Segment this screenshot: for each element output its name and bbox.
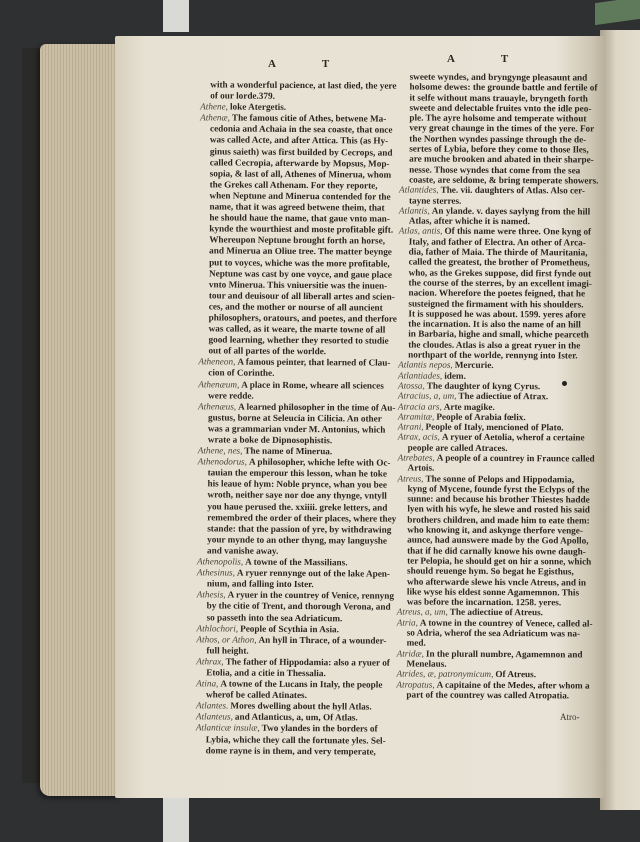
line-text: The name of Minerua. bbox=[244, 445, 333, 457]
headword: Atlantis, bbox=[398, 205, 430, 216]
line-text: with a wonderful pacience, at last died, the yere bbox=[210, 79, 397, 91]
line-text: tauian the emperour this lesson, whan he toke bbox=[207, 467, 388, 479]
line-text: his leaue of hym: Noble prynce, whan you bee bbox=[207, 478, 387, 491]
headword: Atracius, a, um, bbox=[397, 390, 457, 401]
headword: Atlantis nepos, bbox=[398, 359, 453, 371]
line-text: ple. The ayre holsome and temperate without bbox=[409, 112, 587, 124]
text-line bbox=[196, 745, 395, 757]
line-text: The sonne of Pelops and Hippodamia, bbox=[425, 473, 575, 484]
line-text: sopia, & last of all, Athenes of Minerua, whom bbox=[209, 168, 392, 180]
line-text: so Adria, wherof the sea Adriaticum was na- bbox=[406, 627, 581, 639]
line-text: loke Atergetis. bbox=[229, 101, 287, 113]
line-text: The father of Hippodamia: also a ryuer of bbox=[225, 656, 390, 668]
entry-line bbox=[396, 669, 595, 680]
line-text: of our lorde.379. bbox=[210, 90, 275, 101]
line-text: wrate a boke de Dipnosophistis. bbox=[207, 434, 333, 446]
line-text: A learned philosopher in the time of Au- bbox=[238, 401, 396, 413]
line-text: It is supposed he was about. 1599. yeres afore bbox=[408, 308, 586, 320]
line-text: ter Pelopia, he should get on hir a sonne, which bbox=[407, 555, 592, 567]
line-text: A famous peinter, that learned of Clau- bbox=[237, 356, 391, 368]
line-text: vnto Minerua. This vniuersitie was the inuen- bbox=[208, 279, 388, 291]
entry-line bbox=[398, 360, 597, 371]
line-text: you haue perused the. xxiiii. greke letters, and bbox=[207, 500, 388, 513]
line-text: out of all partes of the worlde. bbox=[208, 345, 327, 357]
line-text: was a grammarian vnder M. Antonius, which bbox=[207, 423, 386, 435]
line-text: the incarnation. It is also the name of an hill bbox=[408, 318, 581, 330]
line-text: name, that it was agreed betwene theim, that bbox=[209, 201, 385, 213]
line-text: kynde the wourthiest and moste profitable gift. bbox=[209, 223, 394, 235]
line-text: Neptune was cast by one voyce, and gaue place bbox=[208, 267, 393, 280]
ruler-bottom bbox=[163, 792, 189, 842]
line-text: People of Scythia in Asia. bbox=[240, 623, 339, 634]
line-text: The adiectiue of Atrax. bbox=[458, 390, 549, 402]
line-text: remembred the order of their places, where they bbox=[207, 512, 397, 524]
line-text: the Grekes call Athenam. For they reporte, bbox=[209, 179, 378, 191]
line-text: nium, and falling into Ister. bbox=[206, 578, 314, 590]
line-text: An ylande. v. dayes saylyng from the hill bbox=[431, 205, 591, 217]
line-text: sweete wyndes, and bryngynge pleasaunt and bbox=[409, 71, 588, 83]
headword: Atropatus, bbox=[396, 678, 435, 690]
line-text: The adiectiue of Atreus. bbox=[449, 607, 544, 618]
line-text: called the greatest, the brother of Prometheus, bbox=[408, 256, 590, 268]
ribbon-bookmark bbox=[595, 0, 640, 25]
headword: Atramitæ, bbox=[397, 411, 435, 422]
headword: Atridæ, bbox=[396, 648, 424, 659]
headword: Atrani, bbox=[397, 421, 424, 432]
text-line bbox=[396, 689, 595, 700]
line-text: aunce, had aunswere made by the God Apollo, bbox=[407, 534, 589, 546]
line-text: dome rayne is in them, and very temperate, bbox=[205, 744, 376, 757]
line-text: The famous citie of Athes, betwene Ma- bbox=[231, 112, 387, 124]
line-text: A ryuer rennynge out of the lake Apen- bbox=[236, 567, 391, 579]
line-text: A ryuer in the countrey of Venice, rennyng bbox=[227, 589, 395, 601]
line-text: Mercurie. bbox=[454, 360, 494, 371]
line-text: northpart of the worlde, rennyng into Ister. bbox=[408, 349, 578, 361]
ink-spot bbox=[562, 381, 567, 386]
headword: Atlanticæ insulæ, bbox=[195, 722, 260, 734]
line-text: was called, as it weare, the marte towne of all bbox=[208, 323, 386, 335]
headword: Atrides, æ, patronymicum, bbox=[396, 668, 494, 680]
line-text: A towne of the Massilians. bbox=[245, 556, 348, 568]
headword: Athenodorus, bbox=[197, 456, 247, 467]
line-text: in Barbaria, highe and small, whiche pearceth bbox=[408, 328, 589, 340]
line-text: was called Acte, and after Attica. This (as Hy- bbox=[209, 134, 389, 147]
line-text: A place in Rome, wheare all sciences bbox=[241, 379, 384, 391]
line-text: cedonia and Achaia in the sea coaste, that once bbox=[209, 123, 393, 136]
line-text: kyng of Mycene, founde fyrst the Eclyps of the bbox=[407, 483, 590, 495]
line-text: Lybia, whiche they call the fortunate yles. Sel- bbox=[205, 733, 386, 746]
line-text: Whereupon Neptune brought forth an horse, bbox=[209, 234, 386, 246]
line-text: coaste, are seldome, & bring temperate showers. bbox=[409, 174, 599, 186]
line-text: called Cecropia, afterwarde by Mopsus, Mop- bbox=[209, 157, 390, 169]
line-text: who afterwarde slewe his vncle Atreus, and in bbox=[406, 576, 586, 588]
page-edges bbox=[40, 44, 120, 796]
line-text: wroth, neither saye nor doe any thynge, vntyll bbox=[207, 489, 387, 502]
headword: Atossa, bbox=[397, 380, 425, 391]
line-text: In the plurall numbre, Agamemnon and bbox=[425, 648, 583, 660]
entry-line bbox=[398, 401, 597, 412]
line-text: tour and deuisour of all liberall artes and scien- bbox=[208, 290, 395, 302]
right-column bbox=[396, 71, 599, 700]
line-text: stande: that the passion of yre, by withdrawing bbox=[207, 523, 392, 535]
line-text: People of Arabia fœlix. bbox=[436, 411, 526, 422]
headword: Atlanteus, bbox=[195, 711, 233, 722]
headword: Atlas, antis, bbox=[398, 225, 443, 237]
headword: Atreus, a, um, bbox=[396, 606, 448, 618]
left-column bbox=[196, 79, 400, 757]
headword: Atina, bbox=[196, 678, 219, 689]
line-text: A people of a countrey in Fraunce called bbox=[436, 452, 595, 464]
line-text: he should haue the name, that gaue vnto man- bbox=[209, 212, 390, 224]
line-text: Of this name were three. One kyng of bbox=[444, 226, 592, 237]
line-text: was before the incarnation. 1258. yeres. bbox=[406, 596, 562, 608]
headword: Athlochori, bbox=[196, 622, 239, 634]
line-text: A philosopher, whiche lefte with Oc- bbox=[248, 456, 391, 468]
headword: Athrax, bbox=[196, 656, 224, 667]
line-text: A capitaine of the Medes, after whom a bbox=[436, 679, 590, 691]
line-text: tayne sterres. bbox=[408, 195, 462, 206]
line-text: cion of Corinthe. bbox=[208, 367, 275, 379]
line-text: by the citie of Trent, and thorough Verona, and bbox=[206, 600, 391, 613]
line-text: holsome dewes: the grounde battle and fertile of bbox=[409, 81, 598, 93]
line-text: it selfe without mans trauayle, bryngeth forth bbox=[409, 92, 588, 104]
headword: Atracia ars, bbox=[397, 400, 442, 412]
headword: Athesis, bbox=[196, 589, 226, 600]
line-text: Arte magike. bbox=[443, 401, 495, 412]
line-text: The. vii. daughters of Atlas. Also cer- bbox=[440, 184, 585, 196]
line-text: the Northen wyndes passinge through the de- bbox=[409, 133, 587, 145]
line-text: A towne in the countrey of Venece, called al- bbox=[419, 617, 593, 629]
line-text: gustus, borne at Seleucia in Cilicia. An other bbox=[207, 412, 382, 424]
line-text: part of the countrey was called Atropatia. bbox=[406, 689, 570, 701]
entry-line bbox=[398, 391, 597, 402]
line-text: ginus saieth) was first builded by Cecrops, and bbox=[209, 145, 393, 158]
line-text: were redde. bbox=[208, 390, 254, 401]
line-text: nesse. Those wyndes that come from the sea bbox=[409, 164, 581, 176]
line-text: very great chaunge in the times of the yere. For bbox=[409, 123, 595, 134]
line-text: An hyll in Thrace, of a wounder- bbox=[258, 634, 387, 646]
line-text: A towne of the Lucans in Italy, the people bbox=[220, 678, 383, 690]
line-text: who, as the Grekes suppose, did first fynde out bbox=[408, 267, 592, 279]
line-text: should reuenge hym. So begat he Egisthus, bbox=[407, 565, 574, 577]
line-text: that if he did carnally knowe his owne daugh- bbox=[407, 545, 586, 557]
line-text: susteigned the firmament with his shoulders. bbox=[408, 298, 584, 309]
headword: Atreus, bbox=[397, 473, 424, 484]
line-text: Mores dwelling about the hyll Atlas. bbox=[230, 700, 372, 712]
headword: Atlantides, bbox=[399, 184, 439, 195]
line-text: Atlas, after whiche it is named. bbox=[408, 215, 530, 227]
line-text: when Neptune and Minerua contended for the bbox=[209, 190, 391, 202]
line-text: Italy, and father of Electra. An other of Arca- bbox=[408, 236, 586, 248]
line-text: Two ylandes in the borders of bbox=[261, 723, 378, 735]
headword: Athesinus, bbox=[196, 567, 235, 578]
line-text: nacion. Wherefore the poetes feigned, that he bbox=[408, 287, 586, 299]
text-line bbox=[197, 612, 396, 624]
line-text: The daughter of kyng Cyrus. bbox=[426, 380, 541, 392]
line-text: lyen with his wyfe, he slewe and rosted his said bbox=[407, 503, 590, 515]
line-text: Menelaus. bbox=[406, 658, 447, 669]
headword: Athos, or Athon, bbox=[196, 633, 257, 645]
line-text: People of Italy, mencioned of Plato. bbox=[425, 421, 564, 433]
headword: Atlantes. bbox=[195, 700, 229, 711]
line-text: the cloudes. Atlas is also a great ryuer in the bbox=[408, 339, 581, 351]
line-text: A ryuer of Aetolia, wherof a certaine bbox=[441, 432, 585, 443]
line-text: so passeth into the sea Adriaticum. bbox=[206, 611, 343, 623]
headword: Atrax, acis, bbox=[397, 431, 440, 443]
line-text: and Minerua an Oliue tree. The matter beynge bbox=[209, 245, 392, 258]
headword: Atlantiades, bbox=[398, 370, 443, 381]
line-text: full height. bbox=[206, 645, 249, 656]
line-text: philosophers, oratours, and poetes, and therfore bbox=[208, 312, 397, 324]
headword: Athene, nes, bbox=[197, 445, 243, 456]
line-text: sertes of Lybia, before they come to those Iles, bbox=[409, 143, 589, 155]
line-text: people are called Atraces. bbox=[407, 442, 508, 453]
ruler-top bbox=[163, 0, 189, 32]
line-text: and Atlanticus, a, um, Of Atlas. bbox=[234, 711, 358, 723]
line-text: sunne: and because his brother Thiestes hadde bbox=[407, 493, 590, 505]
line-text: wherof be called Atinates. bbox=[206, 689, 307, 701]
line-text: your mynde to an other thyng, may languyshe bbox=[207, 534, 388, 546]
line-text: put to voyces, whiche was the more profitable, bbox=[209, 256, 390, 269]
line-text: who knowing it, and askynge therfore venge- bbox=[407, 524, 583, 536]
line-text: ces, and the mother or nourse of all auncient bbox=[208, 301, 383, 313]
line-text: sweete and delectable fruites vnto the idle peo- bbox=[409, 102, 592, 114]
headword: Atrebates, bbox=[397, 452, 435, 463]
headword: Athenæ, bbox=[200, 112, 230, 123]
running-header-right: A T bbox=[447, 53, 531, 65]
line-text: and vanishe away. bbox=[207, 545, 279, 556]
headword: Atria, bbox=[396, 617, 418, 628]
line-text: good learning, whether they resorted to studie bbox=[208, 334, 389, 346]
text-line bbox=[198, 368, 397, 380]
line-text: Artois. bbox=[407, 462, 435, 473]
line-text: are muche brooken and abated in their sharpe- bbox=[409, 153, 594, 165]
line-text: the course of the sterres, by an excellent imagi- bbox=[408, 277, 592, 289]
line-text: like wyse his eldest sonne Agamemnon. This bbox=[406, 586, 580, 598]
headword: Athenopolis, bbox=[196, 556, 244, 567]
headword: Atheneon, bbox=[198, 356, 236, 367]
line-text: Of Atreus. bbox=[495, 669, 537, 680]
text-line bbox=[397, 628, 596, 639]
facing-page bbox=[600, 30, 640, 810]
line-text: brothers children, and made him to eate them: bbox=[407, 514, 590, 526]
line-text: med. bbox=[406, 637, 426, 648]
headword: Athenæus, bbox=[198, 401, 237, 412]
line-text: Etolia, and a citie in Thessalia. bbox=[206, 667, 326, 679]
running-header-left: A T bbox=[268, 58, 352, 70]
catchword: Atro- bbox=[560, 712, 580, 722]
headword: Athenæum, bbox=[198, 378, 240, 390]
line-text: dia, father of Maia. The thirde of Mauritania, bbox=[408, 246, 588, 258]
line-text: idem. bbox=[444, 370, 466, 381]
headword: Athene, bbox=[200, 101, 229, 112]
